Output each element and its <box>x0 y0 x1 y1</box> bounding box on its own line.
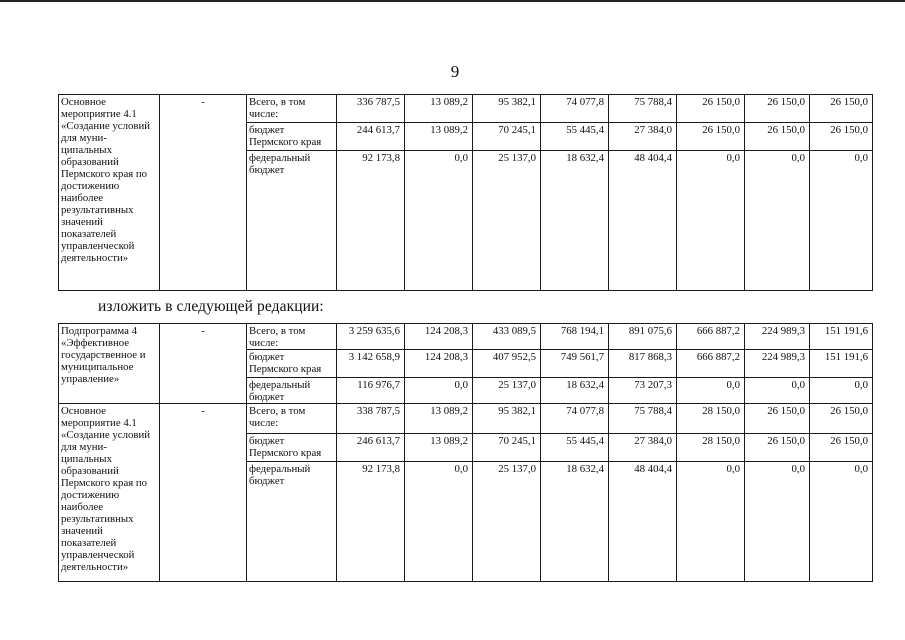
page-number: 9 <box>450 62 460 81</box>
amount-cell: 26 150,0 <box>745 404 810 434</box>
amount-cell: 25 137,0 <box>473 151 541 291</box>
amount-cell: 27 384,0 <box>609 123 677 151</box>
program-code-cell: - <box>160 324 247 404</box>
amount-cell: 26 150,0 <box>745 123 810 151</box>
amount-cell: 0,0 <box>745 462 810 582</box>
amount-cell: 0,0 <box>810 151 873 291</box>
amount-cell: 55 445,4 <box>541 123 609 151</box>
amount-cell: 151 191,6 <box>810 324 873 350</box>
funding-source-cell: Всего, в том числе: <box>247 95 337 123</box>
amount-cell: 75 788,4 <box>609 404 677 434</box>
amount-cell: 70 245,1 <box>473 434 541 462</box>
amount-cell: 116 976,7 <box>337 378 405 404</box>
amount-cell: 768 194,1 <box>541 324 609 350</box>
amount-cell: 92 173,8 <box>337 462 405 582</box>
old-budget-table <box>58 94 873 291</box>
amount-cell: 0,0 <box>677 462 745 582</box>
amount-cell: 25 137,0 <box>473 378 541 404</box>
funding-source-cell: Всего, в том числе: <box>247 404 337 434</box>
amount-cell: 18 632,4 <box>541 151 609 291</box>
funding-source-cell: бюджет Пермского края <box>247 350 337 378</box>
amount-cell: 74 077,8 <box>541 95 609 123</box>
new-budget-table <box>58 323 873 582</box>
amount-cell: 26 150,0 <box>810 95 873 123</box>
amount-cell: 18 632,4 <box>541 378 609 404</box>
amount-cell: 0,0 <box>745 151 810 291</box>
amount-cell: 25 137,0 <box>473 462 541 582</box>
program-code-cell: - <box>160 404 247 582</box>
amount-cell: 407 952,5 <box>473 350 541 378</box>
redaction-note: изложить в следующей редакции: <box>98 298 324 315</box>
amount-cell: 13 089,2 <box>405 95 473 123</box>
funding-source-cell: бюджет Пермского края <box>247 434 337 462</box>
amount-cell: 0,0 <box>810 462 873 582</box>
amount-cell: 0,0 <box>405 462 473 582</box>
amount-cell: 48 404,4 <box>609 462 677 582</box>
amount-cell: 73 207,3 <box>609 378 677 404</box>
amount-cell: 18 632,4 <box>541 462 609 582</box>
new-table-body <box>59 324 873 582</box>
amount-cell: 48 404,4 <box>609 151 677 291</box>
table-row <box>59 324 873 350</box>
page-top-border <box>0 0 905 2</box>
amount-cell: 3 142 658,9 <box>337 350 405 378</box>
amount-cell: 26 150,0 <box>810 404 873 434</box>
amount-cell: 28 150,0 <box>677 404 745 434</box>
table-row <box>59 404 873 434</box>
amount-cell: 26 150,0 <box>677 123 745 151</box>
amount-cell: 0,0 <box>677 151 745 291</box>
funding-source-cell: федеральный бюджет <box>247 462 337 582</box>
amount-cell: 0,0 <box>745 378 810 404</box>
amount-cell: 891 075,6 <box>609 324 677 350</box>
amount-cell: 95 382,1 <box>473 95 541 123</box>
amount-cell: 27 384,0 <box>609 434 677 462</box>
amount-cell: 75 788,4 <box>609 95 677 123</box>
amount-cell: 26 150,0 <box>810 434 873 462</box>
amount-cell: 817 868,3 <box>609 350 677 378</box>
amount-cell: 26 150,0 <box>677 95 745 123</box>
amount-cell: 244 613,7 <box>337 123 405 151</box>
amount-cell: 433 089,5 <box>473 324 541 350</box>
amount-cell: 0,0 <box>677 378 745 404</box>
amount-cell: 26 150,0 <box>745 95 810 123</box>
amount-cell: 92 173,8 <box>337 151 405 291</box>
amount-cell: 70 245,1 <box>473 123 541 151</box>
old-table-body <box>59 95 873 291</box>
amount-cell: 0,0 <box>405 151 473 291</box>
amount-cell: 26 150,0 <box>810 123 873 151</box>
amount-cell: 13 089,2 <box>405 434 473 462</box>
amount-cell: 95 382,1 <box>473 404 541 434</box>
amount-cell: 0,0 <box>810 378 873 404</box>
amount-cell: 28 150,0 <box>677 434 745 462</box>
amount-cell: 3 259 635,6 <box>337 324 405 350</box>
amount-cell: 151 191,6 <box>810 350 873 378</box>
amount-cell: 336 787,5 <box>337 95 405 123</box>
amount-cell: 124 208,3 <box>405 324 473 350</box>
amount-cell: 224 989,3 <box>745 350 810 378</box>
program-name-cell: Основное мероприятие 4.1 «Создание условий для муни-ципальных образований Пермского края по достижению наиболее результативных значений показателей управленческой деятельности» <box>59 95 160 291</box>
amount-cell: 124 208,3 <box>405 350 473 378</box>
amount-cell: 55 445,4 <box>541 434 609 462</box>
amount-cell: 246 613,7 <box>337 434 405 462</box>
funding-source-cell: федеральный бюджет <box>247 151 337 291</box>
program-name-cell: Подпрограмма 4 «Эффективное государственное и муниципальное управление» <box>59 324 160 404</box>
amount-cell: 26 150,0 <box>745 434 810 462</box>
amount-cell: 224 989,3 <box>745 324 810 350</box>
amount-cell: 13 089,2 <box>405 404 473 434</box>
amount-cell: 749 561,7 <box>541 350 609 378</box>
table-row <box>59 95 873 123</box>
program-name-cell: Основное мероприятие 4.1 «Создание условий для муни-ципальных образований Пермского края по достижению наиболее результативных значений показателей управленческой деятельности» <box>59 404 160 582</box>
amount-cell: 666 887,2 <box>677 350 745 378</box>
amount-cell: 666 887,2 <box>677 324 745 350</box>
funding-source-cell: бюджет Пермского края <box>247 123 337 151</box>
funding-source-cell: Всего, в том числе: <box>247 324 337 350</box>
amount-cell: 74 077,8 <box>541 404 609 434</box>
funding-source-cell: федеральный бюджет <box>247 378 337 404</box>
amount-cell: 338 787,5 <box>337 404 405 434</box>
amount-cell: 13 089,2 <box>405 123 473 151</box>
amount-cell: 0,0 <box>405 378 473 404</box>
program-code-cell: - <box>160 95 247 291</box>
